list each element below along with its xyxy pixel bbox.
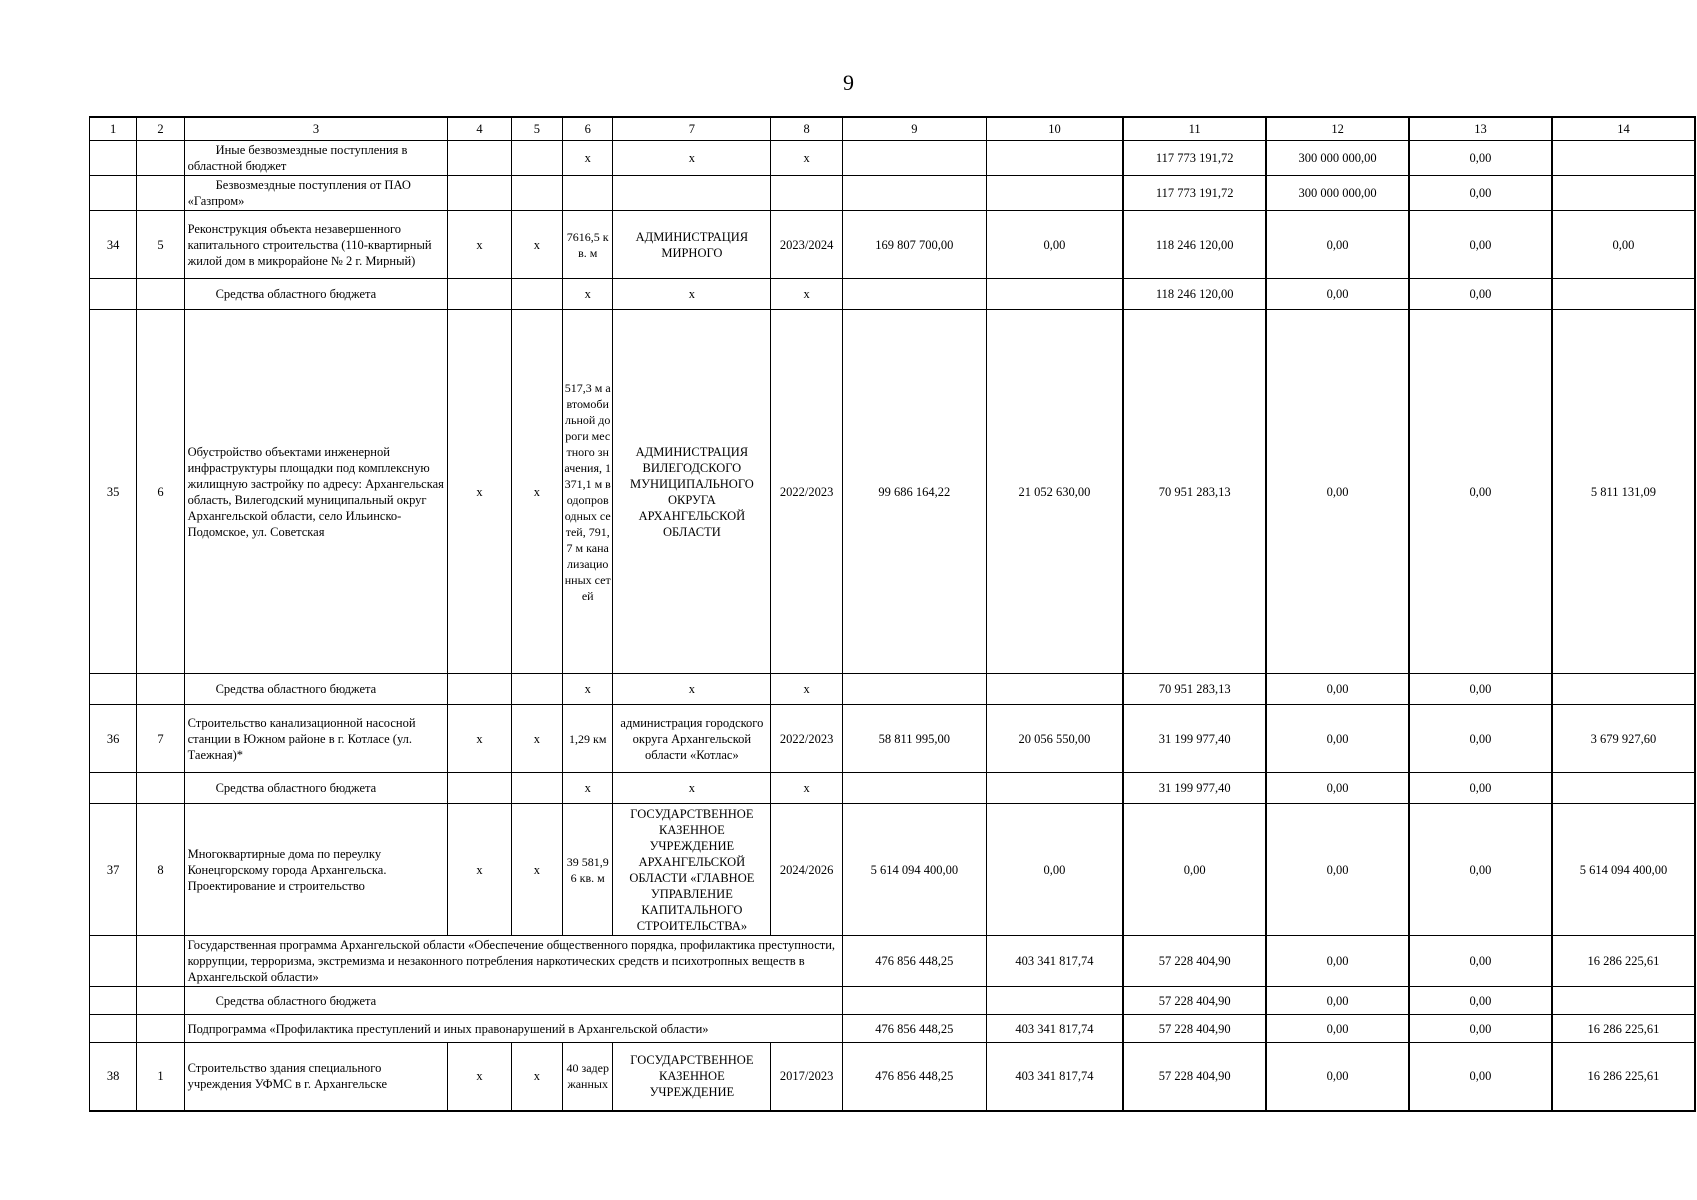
cell-capacity: 39 581,96 кв. м [563,804,613,936]
cell-col14 [1552,987,1695,1015]
cell-number: 37 [90,804,137,936]
cell-capacity [563,176,613,211]
cell-col11: 0,00 [1123,804,1266,936]
header-cell: 13 [1409,117,1552,141]
cell-col12: 0,00 [1266,674,1409,705]
cell-number [90,1015,137,1043]
cell-col14: 16 286 225,61 [1552,936,1695,987]
cell-name: Средства областного бюджета [184,674,448,705]
cell-col5 [511,176,562,211]
cell-col9: 5 614 094 400,00 [842,804,986,936]
cell-customer: х [613,141,771,176]
cell-col12: 0,00 [1266,1043,1409,1111]
table-row [90,176,1696,211]
header-cell: 4 [448,117,511,141]
cell-col5 [511,674,562,705]
cell-col9 [842,987,986,1015]
cell-program-name: Государственная программа Архангельской области «Обеспечение общественного порядка, профилактика преступности, коррупции, терроризма, экстремизма и незаконного потребления наркотических средств и психотропных веществ в Архангельской области» [184,936,842,987]
table-row [90,211,1696,279]
cell-number [90,936,137,987]
cell-col13: 0,00 [1409,310,1552,674]
cell-number [90,141,137,176]
cell-col4: х [448,1043,511,1111]
cell-col5: х [511,310,562,674]
cell-period [771,176,842,211]
cell-col12: 300 000 000,00 [1266,141,1409,176]
cell-capacity: х [563,279,613,310]
cell-col10: 403 341 817,74 [986,1043,1123,1111]
cell-period: х [771,773,842,804]
cell-col12: 0,00 [1266,310,1409,674]
cell-capacity: 517,3 м автомобильной дороги местного значения, 1371,1 м водопроводных сетей, 791,7 м канализационных сетей [563,310,613,674]
cell-col4 [448,141,511,176]
header-cell: 8 [771,117,842,141]
cell-col13: 0,00 [1409,141,1552,176]
cell-period: х [771,141,842,176]
cell-col13: 0,00 [1409,705,1552,773]
cell-subnumber [137,936,184,987]
cell-col9: 99 686 164,22 [842,310,986,674]
cell-col11: 57 228 404,90 [1123,1015,1266,1043]
table-row [90,279,1696,310]
cell-number: 36 [90,705,137,773]
table-row [90,987,1696,1015]
cell-col10 [986,141,1123,176]
cell-customer: АДМИНИСТРАЦИЯ ВИЛЕГОДСКОГО МУНИЦИПАЛЬНОГО ОКРУГА АРХАНГЕЛЬСКОЙ ОБЛАСТИ [613,310,771,674]
cell-col12: 0,00 [1266,211,1409,279]
cell-subnumber: 5 [137,211,184,279]
cell-customer: х [613,279,771,310]
cell-col12: 0,00 [1266,804,1409,936]
header-cell: 9 [842,117,986,141]
cell-col14 [1552,176,1695,211]
table-row [90,773,1696,804]
cell-col5 [511,279,562,310]
cell-col14 [1552,773,1695,804]
cell-subnumber [137,176,184,211]
cell-subnumber [137,674,184,705]
cell-name: Многоквартирные дома по переулку Конецгорскому города Архангельска. Проектирование и строительство [184,804,448,936]
header-row [90,117,1696,141]
cell-col13: 0,00 [1409,176,1552,211]
cell-col4: х [448,705,511,773]
cell-name: Безвозмездные поступления от ПАО «Газпром» [184,176,448,211]
cell-col11: 117 773 191,72 [1123,176,1266,211]
cell-number: 35 [90,310,137,674]
header-cell: 10 [986,117,1123,141]
cell-col12: 0,00 [1266,279,1409,310]
cell-col14: 16 286 225,61 [1552,1015,1695,1043]
cell-col13: 0,00 [1409,279,1552,310]
cell-subnumber [137,773,184,804]
cell-subnumber: 6 [137,310,184,674]
cell-number [90,176,137,211]
cell-name: Реконструкция объекта незавершенного капитального строительства (110-квартирный жилой дом в микрорайоне № 2 г. Мирный) [184,211,448,279]
cell-col12: 0,00 [1266,1015,1409,1043]
budget-table [89,116,1696,1112]
cell-col13: 0,00 [1409,936,1552,987]
cell-col4 [448,176,511,211]
cell-col13: 0,00 [1409,987,1552,1015]
cell-col10: 403 341 817,74 [986,936,1123,987]
cell-col9 [842,279,986,310]
cell-customer [613,176,771,211]
cell-col11: 118 246 120,00 [1123,211,1266,279]
cell-col13: 0,00 [1409,804,1552,936]
cell-col9: 476 856 448,25 [842,1015,986,1043]
table-row-subprogram [90,1015,1696,1043]
cell-name: Средства областного бюджета [184,773,448,804]
cell-col12: 0,00 [1266,773,1409,804]
cell-subnumber [137,279,184,310]
cell-col10 [986,987,1123,1015]
header-cell: 14 [1552,117,1695,141]
cell-col14: 16 286 225,61 [1552,1043,1695,1111]
header-cell: 3 [184,117,448,141]
cell-customer: х [613,674,771,705]
cell-capacity: х [563,674,613,705]
table-row [90,804,1696,936]
cell-number [90,987,137,1015]
header-cell: 6 [563,117,613,141]
cell-col14: 3 679 927,60 [1552,705,1695,773]
header-cell: 12 [1266,117,1409,141]
cell-capacity: 1,29 км [563,705,613,773]
cell-period: 2023/2024 [771,211,842,279]
cell-col4: х [448,211,511,279]
cell-col9 [842,773,986,804]
cell-col5: х [511,1043,562,1111]
cell-col11: 57 228 404,90 [1123,936,1266,987]
cell-col14 [1552,674,1695,705]
cell-period: х [771,279,842,310]
cell-capacity: х [563,141,613,176]
table-row [90,674,1696,705]
cell-col9 [842,176,986,211]
cell-period: 2024/2026 [771,804,842,936]
cell-col4: х [448,310,511,674]
cell-col9: 476 856 448,25 [842,1043,986,1111]
cell-number [90,279,137,310]
cell-customer: х [613,773,771,804]
cell-col5 [511,141,562,176]
cell-col9 [842,674,986,705]
cell-customer: ГОСУДАРСТВЕННОЕ КАЗЕННОЕ УЧРЕЖДЕНИЕ [613,1043,771,1111]
cell-period: х [771,674,842,705]
cell-col11: 70 951 283,13 [1123,310,1266,674]
cell-name: Обустройство объектами инженерной инфраструктуры площадки под комплексную жилищную застройку по адресу: Архангельская область, Вилегодский муниципальный округ Архангельской области, село Ильинско-Подомское, ул. Советская [184,310,448,674]
cell-name: Средства областного бюджета [184,279,448,310]
cell-name: Средства областного бюджета [184,987,842,1015]
cell-col14: 5 811 131,09 [1552,310,1695,674]
cell-col14 [1552,141,1695,176]
cell-col9 [842,141,986,176]
cell-col5: х [511,211,562,279]
cell-col12: 0,00 [1266,936,1409,987]
cell-col11: 57 228 404,90 [1123,1043,1266,1111]
header-cell: 7 [613,117,771,141]
cell-col11: 31 199 977,40 [1123,705,1266,773]
cell-subnumber [137,1015,184,1043]
cell-col4 [448,773,511,804]
cell-col4 [448,279,511,310]
cell-subnumber: 1 [137,1043,184,1111]
cell-col10: 21 052 630,00 [986,310,1123,674]
cell-col13: 0,00 [1409,773,1552,804]
cell-name: Строительство канализационной насосной станции в Южном районе в г. Котласе (ул. Таежная)* [184,705,448,773]
cell-capacity: 7616,5 кв. м [563,211,613,279]
cell-col4 [448,674,511,705]
cell-col10: 403 341 817,74 [986,1015,1123,1043]
cell-number: 34 [90,211,137,279]
cell-col5: х [511,705,562,773]
cell-col10 [986,279,1123,310]
cell-col12: 300 000 000,00 [1266,176,1409,211]
cell-subnumber: 8 [137,804,184,936]
cell-period: 2022/2023 [771,310,842,674]
cell-col9: 169 807 700,00 [842,211,986,279]
cell-name: Строительство здания специального учреждения УФМС в г. Архангельске [184,1043,448,1111]
cell-customer: АДМИНИСТРАЦИЯ МИРНОГО [613,211,771,279]
table-row [90,141,1696,176]
cell-name: Иные безвозмездные поступления в областной бюджет [184,141,448,176]
table-row-program [90,936,1696,987]
cell-customer: администрация городского округа Архангельской области «Котлас» [613,705,771,773]
cell-col4: х [448,804,511,936]
cell-col13: 0,00 [1409,1043,1552,1111]
cell-period: 2017/2023 [771,1043,842,1111]
cell-col14: 5 614 094 400,00 [1552,804,1695,936]
cell-number [90,773,137,804]
cell-customer: ГОСУДАРСТВЕННОЕ КАЗЕННОЕ УЧРЕЖДЕНИЕ АРХАНГЕЛЬСКОЙ ОБЛАСТИ «ГЛАВНОЕ УПРАВЛЕНИЕ КАПИТАЛЬНОГО СТРОИТЕЛЬСТВА» [613,804,771,936]
cell-subprogram-name: Подпрограмма «Профилактика преступлений и иных правонарушений в Архангельской области» [184,1015,842,1043]
cell-col9: 58 811 995,00 [842,705,986,773]
header-cell: 2 [137,117,184,141]
cell-col10: 0,00 [986,804,1123,936]
cell-col13: 0,00 [1409,674,1552,705]
cell-col11: 117 773 191,72 [1123,141,1266,176]
cell-number [90,674,137,705]
cell-col12: 0,00 [1266,705,1409,773]
header-cell: 1 [90,117,137,141]
cell-col10: 20 056 550,00 [986,705,1123,773]
table-row [90,310,1696,674]
cell-col10: 0,00 [986,211,1123,279]
cell-col5 [511,773,562,804]
cell-col14 [1552,279,1695,310]
page-number: 9 [843,70,854,95]
header-cell: 5 [511,117,562,141]
cell-col11: 70 951 283,13 [1123,674,1266,705]
cell-col10 [986,674,1123,705]
cell-subnumber [137,987,184,1015]
cell-col14: 0,00 [1552,211,1695,279]
cell-col13: 0,00 [1409,1015,1552,1043]
cell-col9: 476 856 448,25 [842,936,986,987]
cell-number: 38 [90,1043,137,1111]
cell-col11: 31 199 977,40 [1123,773,1266,804]
cell-col10 [986,176,1123,211]
header-cell: 11 [1123,117,1266,141]
cell-col13: 0,00 [1409,211,1552,279]
cell-period: 2022/2023 [771,705,842,773]
cell-capacity: х [563,773,613,804]
cell-capacity: 40 задержанных [563,1043,613,1111]
cell-col10 [986,773,1123,804]
cell-col11: 57 228 404,90 [1123,987,1266,1015]
table-row [90,1043,1696,1111]
cell-col5: х [511,804,562,936]
cell-col11: 118 246 120,00 [1123,279,1266,310]
table-row [90,705,1696,773]
cell-subnumber [137,141,184,176]
cell-subnumber: 7 [137,705,184,773]
cell-col12: 0,00 [1266,987,1409,1015]
